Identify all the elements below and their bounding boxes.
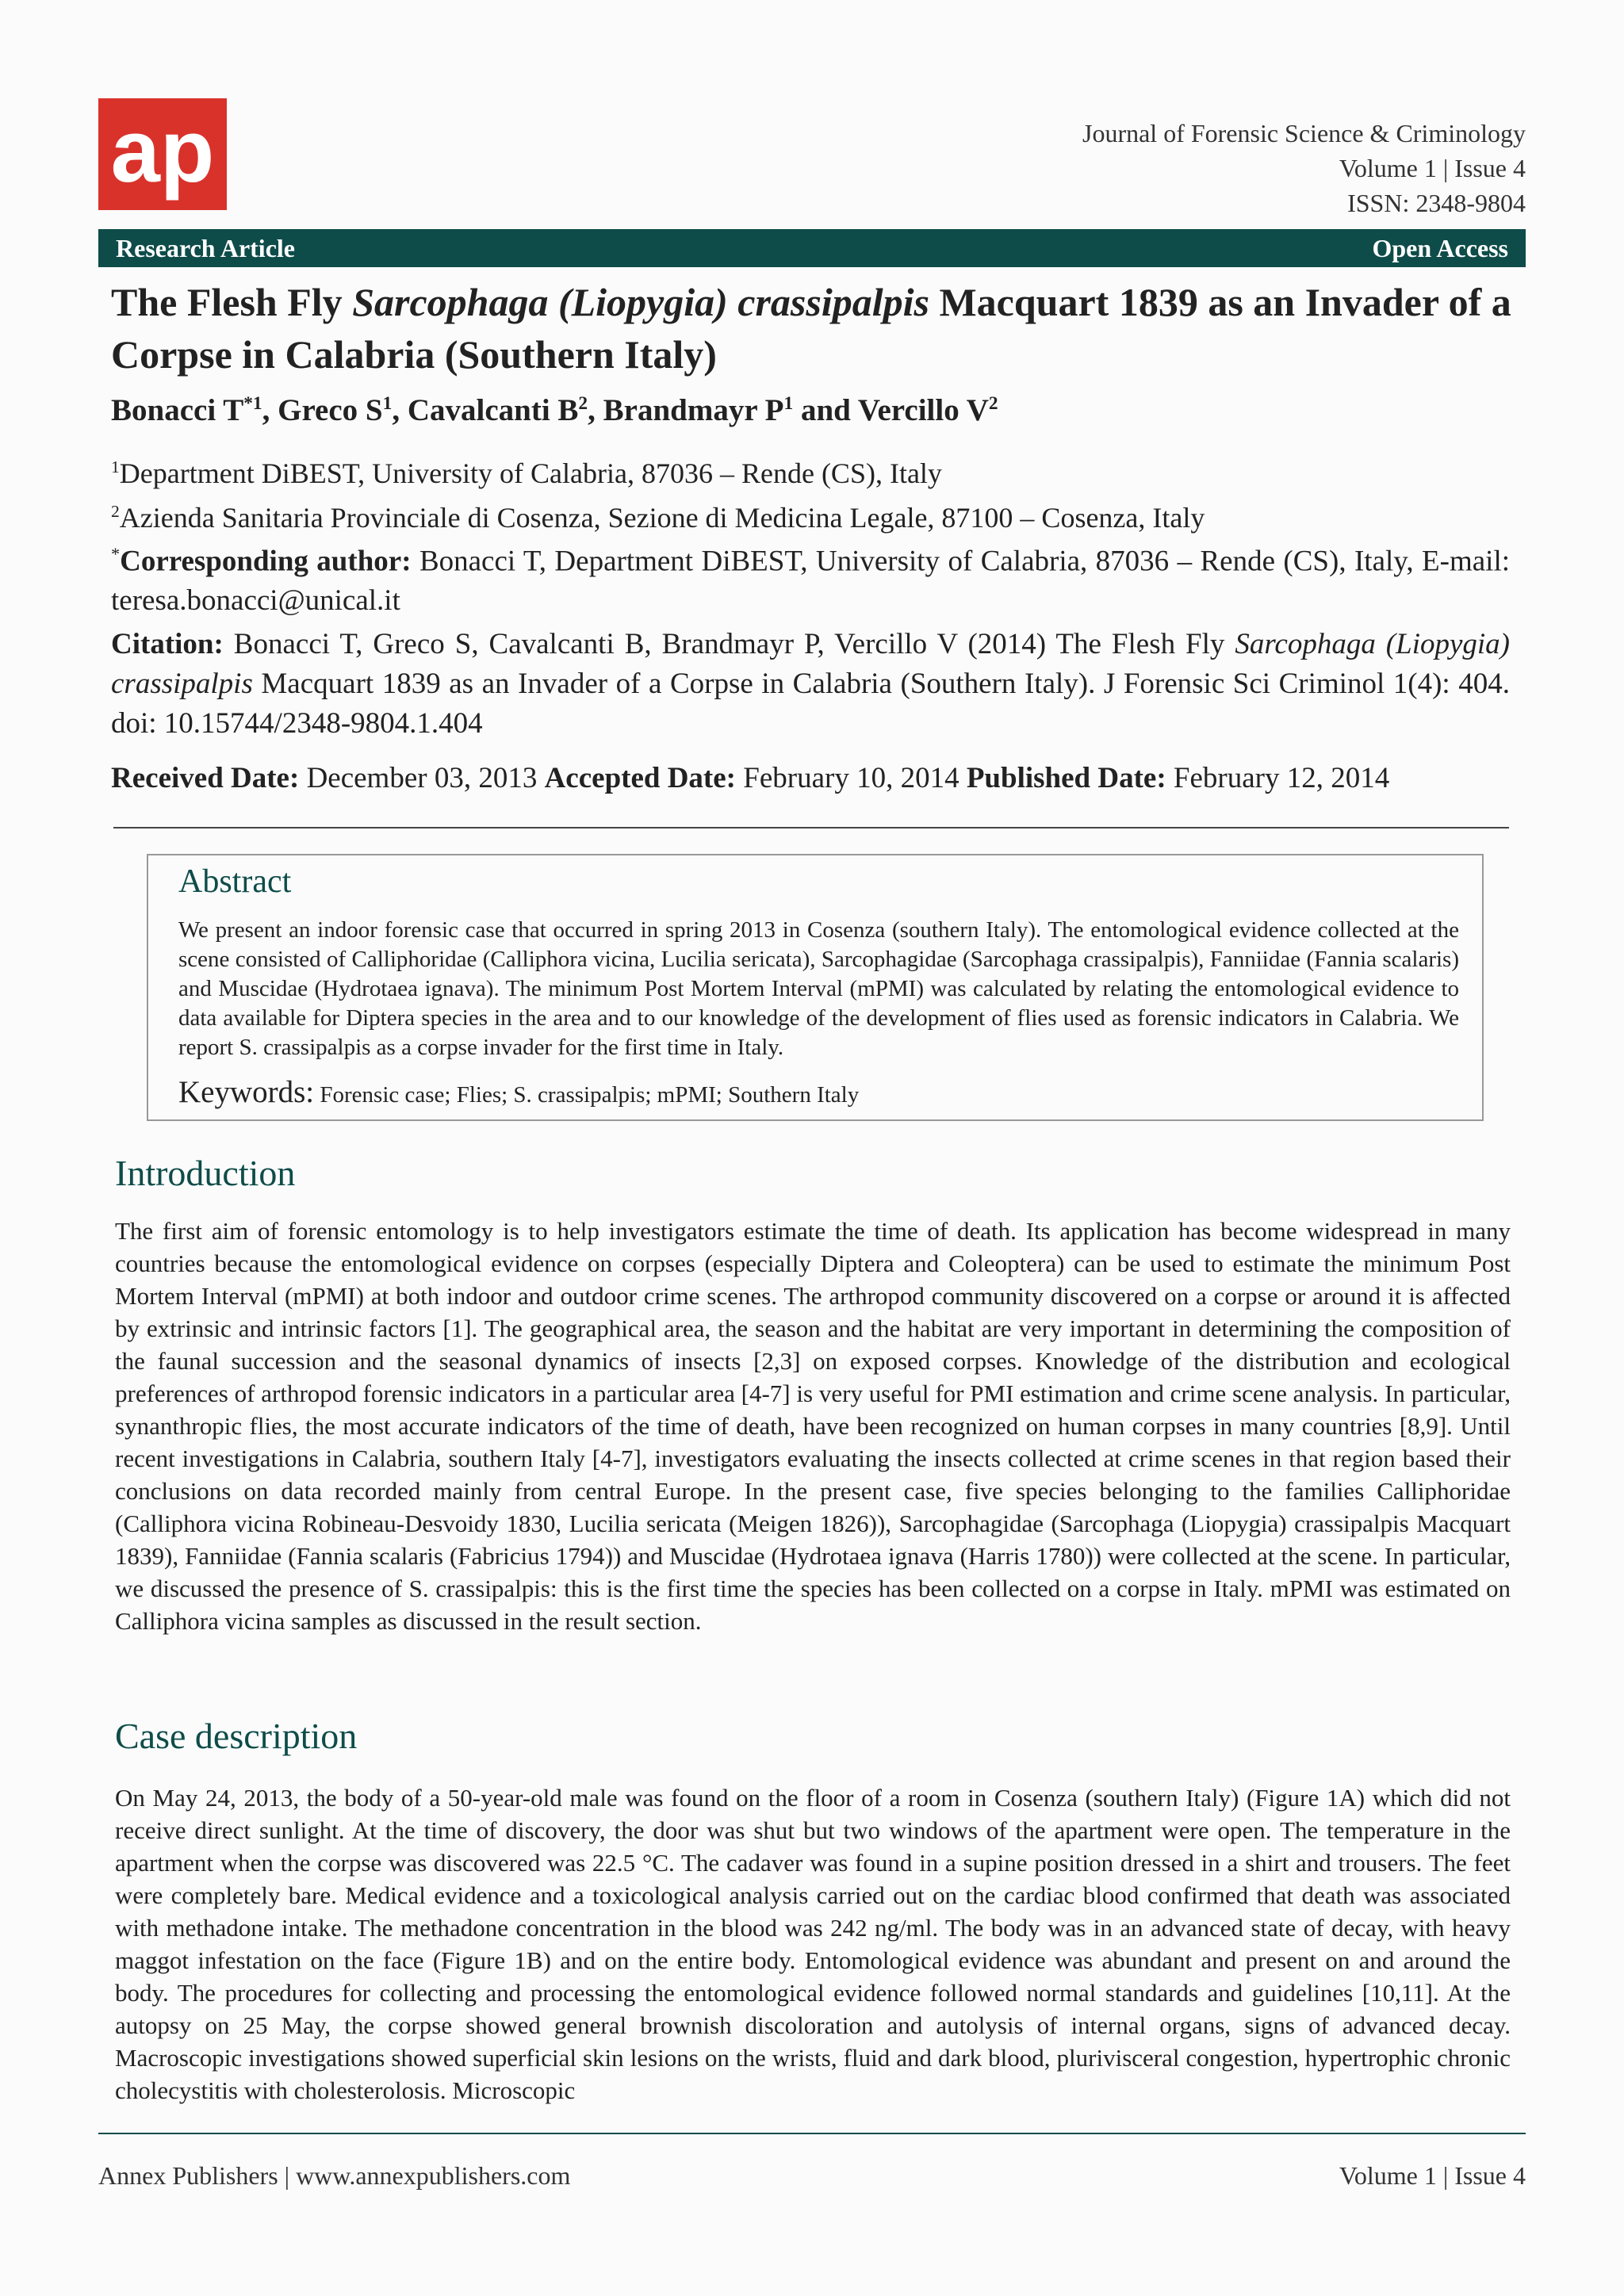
- case-description-text: On May 24, 2013, the body of a 50-year-old male was found on the floor of a room in Cosenza (southern Italy) (Figure 1A) which did not receive direct sunlight. At the time of discovery, the door was shut but two windows of the apartment were open. The temperature in the apartment when the corpse was discovered was 22.5 °C. The cadaver was found in a supine position dressed in a shirt and trousers. The feet were completely bare. Medical evidence and a toxicological analysis carried out on the cardiac blood confirmed that death was associated with methadone intake. The methadone concentration in the blood was 242 ng/ml. The body was in an advanced state of decay, with heavy maggot infestation on the face (Figure 1B) and on the entire body. Entomological evidence was abundant and present on and around the body. The procedures for collecting and processing the entomological evidence followed normal standards and guidelines [10,11]. At the autopsy on 25 May, the corpse showed general brownish discoloration and autolysis of internal organs, signs of advanced decay. Macroscopic investigations showed superficial skin lesions on the wrists, fluid and dark blood, plurivisceral congestion, hypertrophic chronic cholecystitis with cholesterolosis. Microscopic: [115, 1784, 1511, 2104]
- footer-divider: [98, 2133, 1526, 2134]
- article-type-label: Research Article: [116, 234, 295, 262]
- corresponding-text: Bonacci T, Department DiBEST, University of Calabria, 87036 – Rende (CS), Italy, E-mail: teresa.bonacci@unical.it: [111, 545, 1511, 618]
- journal-header: [1082, 116, 1526, 220]
- keywords-label: Keywords:: [178, 1075, 315, 1109]
- article-dates: Received Date: December 03, 2013 Accepted Date: February 10, 2014 Published Date: February 12, 2014: [111, 762, 1390, 794]
- title-species: Sarcophaga (Liopygia) crassipalpis: [352, 280, 929, 324]
- citation: Citation: Bonacci T, Greco S, Cavalcanti B, Brandmayr P, Vercillo V (2014) The Flesh Fly Sarcophaga (Liopygia) crassipalpis Macquart 1839 as an Invader of a Corpse in Calabria (Southern Italy). J Forensic Sci Criminol 1(4): 404. doi: 10.15744/2348-9804.1.404: [111, 628, 1511, 740]
- title-text-2: Macquart 1839 as an Invader of a Corpse in Calabria (Southern Italy): [111, 280, 1511, 377]
- author: Cavalcanti $B^2$: [407, 393, 588, 427]
- article-title: [111, 276, 1522, 381]
- open-access-label: Open Access: [1372, 234, 1508, 262]
- case-description-heading: Case description: [115, 1716, 358, 1756]
- keywords: [178, 1074, 859, 1110]
- abstract-heading: Abstract: [178, 863, 292, 900]
- abstract-text: We present an indoor forensic case that occurred in spring 2013 in Cosenza (southern Italy). The entomological evidence collected at the scene consisted of Calliphoridae (Calliphora vicina, Lucilia sericata), Sarcophagidae (Sarcophaga crassipalpis), Fanniidae (Fannia scalaris) and Muscidae (Hydrotaea ignava). The minimum Post Mortem Interval (mPMI) was calculated by relating the entomological evidence to data available for Diptera species in the area and to our knowledge of the development of flies used as forensic indicators in Calabria. We report S. crassipalpis as a corpse invader for the first time in Italy.: [178, 917, 1459, 1060]
- footer-publisher: Annex Publishers | www.annexpublishers.com: [98, 2161, 571, 2190]
- publisher-logo: [98, 98, 227, 210]
- svg-text:ap: ap: [110, 101, 215, 201]
- title-text-1: The Flesh Fly: [111, 280, 353, 324]
- corresponding-label: Corresponding author:: [120, 545, 412, 578]
- affiliation: $^2$Azienda Sanitaria Provinciale di Cosenza, Sezione di Medicina Legale, 87100 – Cosenza, Italy: [111, 502, 1205, 534]
- published-date: February 12, 2014: [1173, 762, 1390, 794]
- keywords-text: Forensic case; Flies; S. crassipalpis; mPMI; Southern Italy: [320, 1082, 860, 1108]
- author: Bonacci $T^{*1}$: [111, 393, 262, 427]
- introduction-heading: Introduction: [115, 1153, 296, 1193]
- divider: [113, 827, 1509, 828]
- journal-volume-issue: Volume 1 | Issue 4: [1339, 154, 1526, 182]
- author: Greco $S^1$: [278, 393, 393, 427]
- author-list: Bonacci $T^{*1}$, Greco $S^1$, Cavalcanti $B^2$, Brandmayr $P^1$ and Vercillo $V^2$: [111, 393, 998, 427]
- article-type-banner: [98, 229, 1526, 267]
- citation-label: Citation:: [111, 628, 224, 660]
- journal-name: Journal of Forensic Science & Criminology: [1082, 119, 1526, 147]
- affiliation: $^1$Department DiBEST, University of Calabria, 87036 – Rende (CS), Italy: [111, 457, 942, 489]
- author: Brandmayr $P^1$: [603, 393, 794, 427]
- footer-volume-issue: Volume 1 | Issue 4: [1339, 2161, 1526, 2190]
- accepted-date: February 10, 2014: [743, 762, 959, 794]
- received-date: December 03, 2013: [306, 762, 538, 794]
- introduction-text: The first aim of forensic entomology is to help investigators estimate the time of death. Its application has become widespread in many countries because the entomological evidence on corpses (especially Diptera and Coleoptera) can be used to estimate the minimum Post Mortem Interval (mPMI) at both indoor and outdoor crime scenes. The arthropod community discovered on a corpse or around it is affected by extrinsic and intrinsic factors [1]. The geographical area, the season and the habitat are very important in determining the composition of the faunal succession and the seasonal dynamics of insects [2,3] on exposed corpses. Knowledge of the distribution and ecological preferences of arthropod forensic indicators in a particular area [4-7] is very useful for PMI estimation and crime scene analysis. In particular, synanthropic flies, the most accurate indicators of the time of death, have been recognized on human corpses in many countries [8,9]. Until recent investigations in Calabria, southern Italy [4-7], investigators evaluating the insects collected at crime scenes in that region based their conclusions on data recorded mainly from central Europe. In the present case, five species belonging to the families Calliphoridae (Calliphora vicina Robineau-Desvoidy 1830, Lucilia sericata (Meigen 1826)), Sarcophagidae (Sarcophaga (Liopygia) crassipalpis Macquart 1839), Fanniidae (Fannia scalaris (Fabricius 1794)) and Muscidae (Hydrotaea ignava (Harris 1780)) were collected at the scene. In particular, we discussed the presence of S. crassipalpis: this is the first time the species has been collected on a corpse in Italy. mPMI was estimated on Calliphora vicina samples as discussed in the result section.: [115, 1217, 1511, 1635]
- affiliations: [111, 448, 1205, 537]
- journal-issn: ISSN: 2348-9804: [1347, 189, 1526, 217]
- ap-logo-mark: [98, 98, 227, 210]
- corresponding-author: *Corresponding author: Bonacci T, Department DiBEST, University of Calabria, 87036 – Rende (CS), Italy, E-mail: teresa.bonacci@unical.it: [111, 544, 1511, 618]
- author: Vercillo $V^2$: [857, 393, 998, 427]
